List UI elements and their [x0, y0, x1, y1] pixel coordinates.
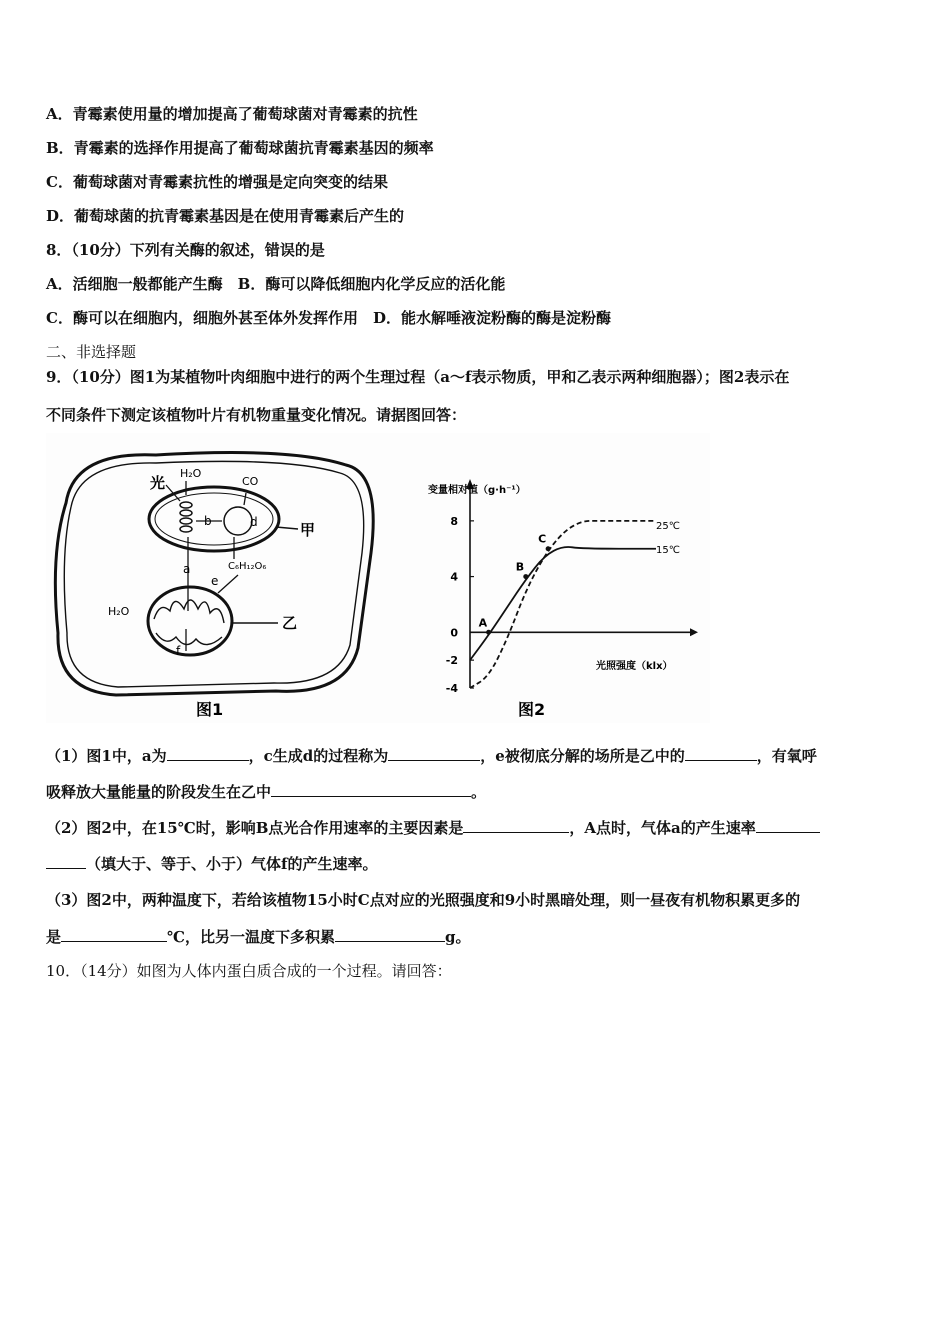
point-c-label: C [538, 532, 547, 546]
f-label: f [176, 644, 181, 658]
y-axis-label: 变量相对值（g·h⁻¹） [428, 485, 526, 496]
q9-part1-line2 [46, 781, 486, 802]
jia-label: 甲 [300, 521, 316, 539]
q9-part1-line1 [46, 745, 817, 766]
q8-stem: 8．（10分）下列有关酶的叙述，错误的是 [46, 241, 325, 259]
q9-figure [46, 433, 710, 723]
a-label: a [183, 562, 191, 576]
q9-part1-text-d: ，有氧呼 [756, 747, 817, 765]
q9-part1-text-f: 。 [471, 783, 487, 801]
x-axis-label: 光照强度（klx） [596, 661, 673, 672]
answer-blank-factor[interactable] [463, 818, 569, 833]
e-label: e [211, 574, 219, 588]
light-label: 光 [150, 474, 166, 492]
q9-part3-text-d: g。 [445, 928, 471, 946]
q9-part2-line1 [46, 817, 820, 838]
q9-part3-text-b: 是 [46, 928, 62, 946]
q7-option-d: D．葡萄球菌的抗青霉素基因是在使用青霉素后产生的 [46, 207, 405, 225]
co2-label: CO [242, 475, 259, 488]
legend-25c: 25℃ [656, 521, 680, 532]
y-tick-label: 4 [450, 570, 458, 584]
section-heading: 二、非选择题 [46, 343, 137, 361]
point-a-label: A [478, 616, 488, 630]
figure-1-caption: 图1 [196, 700, 224, 719]
q9-part3-text-c: ℃，比另一温度下多积累 [167, 928, 335, 946]
yi-label: 乙 [282, 614, 298, 632]
legend-15c: 15℃ [656, 545, 680, 556]
q7-option-c: C．葡萄球菌对青霉素抗性的增强是定向突变的结果 [46, 173, 388, 191]
d-label: d [250, 515, 258, 529]
point-b-label: B [515, 560, 525, 574]
x-axis-arrow [690, 628, 698, 636]
answer-blank-c-to-d[interactable] [388, 746, 480, 761]
q8-options-ab: A．活细胞一般都能产生酶 B．酶可以降低细胞内化学反应的活化能 [46, 275, 506, 293]
q9-part2-line2 [46, 853, 377, 874]
figure-2-chart [386, 433, 710, 723]
y-tick-label: 0 [450, 626, 458, 640]
q9-part2-text-a: （2）图2中，在15℃时，影响B点光合作用速率的主要因素是 [46, 819, 464, 837]
y-tick-label: -2 [445, 654, 458, 668]
y-tick-label: 8 [450, 514, 458, 528]
q7-option-b: B．青霉素的选择作用提高了葡萄球菌抗青霉素基因的频率 [46, 139, 434, 157]
figure-1-diagram [46, 433, 386, 723]
q9-part3-line1: （3）图2中，两种温度下，若给该植物15小时C点对应的光照强度和9小时黑暗处理，则一昼夜有机物积累更多的 [46, 891, 801, 909]
answer-blank-temperature[interactable] [61, 927, 167, 942]
q9-stem-line2: 不同条件下测定该植物叶片有机物重量变化情况。请据图回答： [46, 406, 467, 424]
figure-2-caption: 图2 [518, 700, 546, 719]
q9-part1-text-e: 吸释放大量能量的阶段发生在乙中 [46, 783, 272, 801]
h2o-left-label: H₂O [108, 605, 130, 618]
q7-option-a: A．青霉素使用量的增加提高了葡萄球菌对青霉素的抗性 [46, 105, 418, 123]
point-a-marker [486, 630, 491, 635]
answer-blank-rate-part1[interactable] [756, 818, 820, 833]
q9-part1-text-c: ，e被彻底分解的场所是乙中的 [480, 747, 685, 765]
answer-blank-a[interactable] [167, 746, 249, 761]
q9-stem-line1: 9．（10分）图1为某植物叶肉细胞中进行的两个生理过程（a～f表示物质，甲和乙表示两种细胞器）；图2表示在 [46, 368, 790, 386]
answer-blank-e-site[interactable] [685, 746, 757, 761]
q9-part1-text-a: （1）图1中，a为 [46, 747, 167, 765]
q10-stem: 10．（14分）如图为人体内蛋白质合成的一个过程。请回答： [46, 962, 452, 980]
q9-part3-line2 [46, 926, 471, 947]
answer-blank-amount[interactable] [335, 927, 445, 942]
q9-part2-text-c: （填大于、等于、小于）气体f的产生速率。 [86, 855, 378, 873]
series-line-15c [470, 547, 656, 660]
b-label: b [204, 514, 212, 528]
glucose-label: C₆H₁₂O₆ [228, 561, 267, 572]
q9-part1-text-b: ，c生成d的过程称为 [248, 747, 389, 765]
q9-part2-text-b: ，A点时，气体a的产生速率 [569, 819, 756, 837]
point-c-marker [546, 546, 551, 551]
answer-blank-energy-stage[interactable] [271, 782, 471, 797]
q8-options-cd: C．酶可以在细胞内，细胞外甚至体外发挥作用 D．能水解唾液淀粉酶的酶是淀粉酶 [46, 309, 611, 327]
y-tick-label: -4 [445, 682, 458, 695]
point-b-marker [523, 574, 528, 579]
answer-blank-rate-part2[interactable] [46, 854, 86, 869]
h2o-top-label: H₂O [180, 467, 202, 480]
